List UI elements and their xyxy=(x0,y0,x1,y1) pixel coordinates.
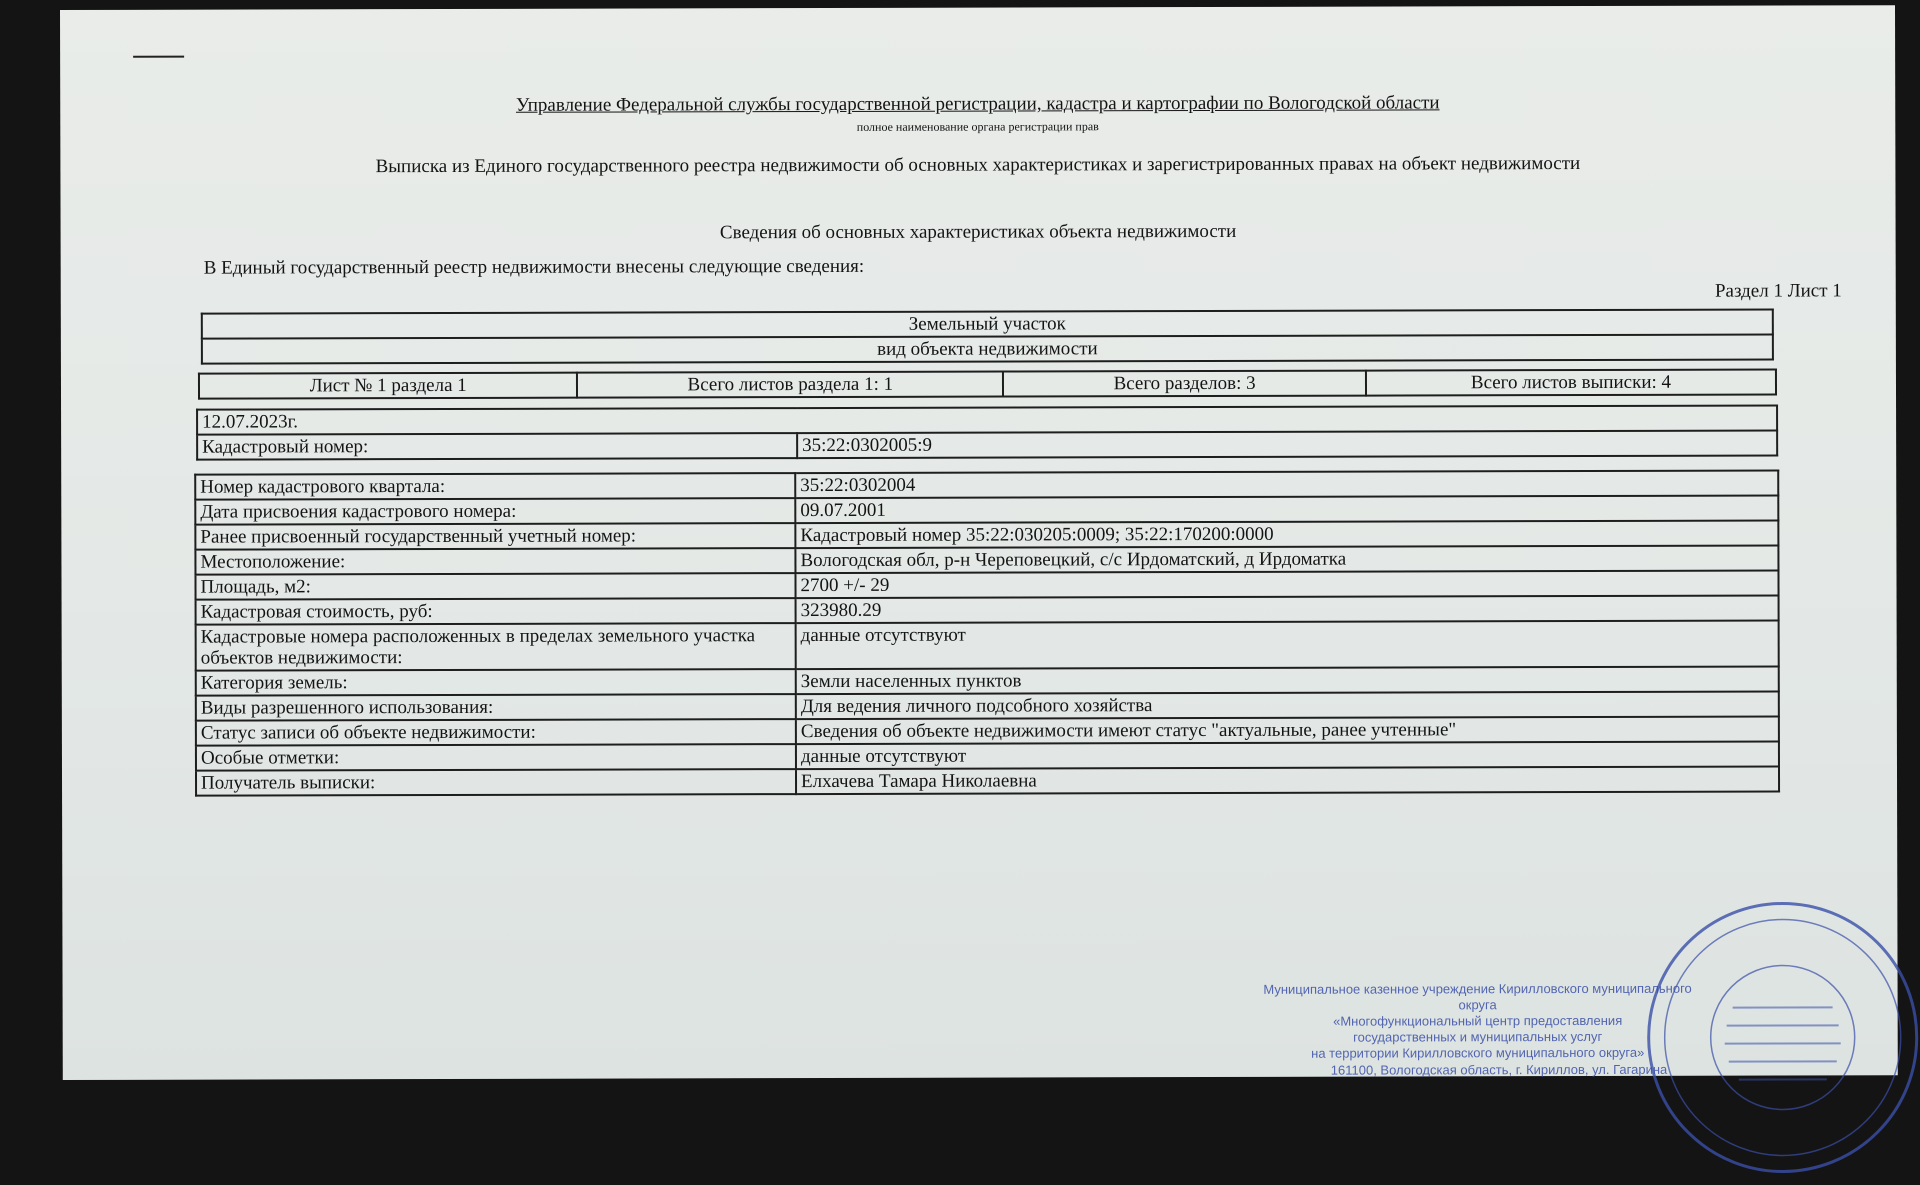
object-type-table xyxy=(201,309,1774,365)
stamp-line: государственных и муниципальных услуг xyxy=(1243,1029,1713,1046)
corner-dash xyxy=(133,56,184,58)
property-value: Сведения об объекте недвижимости имеют статус "актуальные, ранее учтенные" xyxy=(796,717,1779,745)
stamp-line: «Многофункциональный центр предоставления xyxy=(1243,1013,1713,1030)
property-value: 09.07.2001 xyxy=(795,496,1778,524)
property-value: 35:22:0302004 xyxy=(795,471,1778,499)
property-label: Категория земель: xyxy=(196,669,796,696)
agency-name: Управление Федеральной службы государственной регистрации, кадастра и картографии по Вологодской области xyxy=(60,91,1895,118)
object-type-caption: вид объекта недвижимости xyxy=(202,335,1773,364)
property-label: Местоположение: xyxy=(195,548,795,575)
extract-title: Выписка из Единого государственного реестра недвижимости об основных характеристиках и зарегистрированных правах на объект недвижимости xyxy=(60,152,1895,179)
round-seal-icon xyxy=(1640,895,1920,1181)
cadastral-number-value: 35:22:0302005:9 xyxy=(797,431,1777,459)
property-label: Получатель выписки: xyxy=(196,769,796,796)
properties-table xyxy=(194,470,1780,797)
property-value: данные отсутствуют xyxy=(796,742,1779,770)
section-heading: Сведения об основных характеристиках объекта недвижимости xyxy=(61,219,1896,246)
property-label: Номер кадастрового квартала: xyxy=(195,473,795,500)
property-value: Кадастровый номер 35:22:030205:0009; 35:22:170200:0000 xyxy=(795,521,1778,549)
table-row xyxy=(196,767,1779,796)
property-value: Вологодская обл, р-н Череповецкий, с/с Ирдоматский, д Ирдоматка xyxy=(795,546,1778,574)
property-label: Особые отметки: xyxy=(196,744,796,771)
stamp-line: на территории Кирилловского муниципального округа» xyxy=(1243,1045,1713,1062)
property-label: Виды разрешенного использования: xyxy=(196,694,796,721)
page-reference: Раздел 1 Лист 1 xyxy=(1715,280,1842,302)
property-value: 323980.29 xyxy=(796,596,1779,624)
cadastral-number-label: Кадастровый номер: xyxy=(197,433,797,460)
document-sheet xyxy=(60,5,1898,1080)
object-type-value: Земельный участок xyxy=(202,310,1773,339)
property-value: данные отсутствуют xyxy=(796,621,1779,670)
issuer-address: 161100, Вологодская область, г. Кириллов, ул. Гагарина xyxy=(1331,1062,1667,1078)
property-label: Кадастровые номера расположенных в пределах земельного участка объектов недвижимости: xyxy=(196,623,796,671)
total-sections: Всего разделов: 3 xyxy=(1003,371,1366,397)
property-value: Для ведения личного подсобного хозяйства xyxy=(796,692,1779,720)
property-label: Дата присвоения кадастрового номера: xyxy=(195,498,795,525)
intro-text: В Единый государственный реестр недвижимости внесены следующие сведения: xyxy=(204,256,865,280)
property-label: Площадь, м2: xyxy=(195,573,795,600)
property-label: Ранее присвоенный государственный учетный номер: xyxy=(195,523,795,550)
total-sheets-section: Всего листов раздела 1: 1 xyxy=(577,372,1003,398)
agency-note: полное наименование органа регистрации прав xyxy=(60,117,1895,137)
property-value: 2700 +/- 29 xyxy=(795,571,1778,599)
property-label: Статус записи об объекте недвижимости: xyxy=(196,719,796,746)
sheet-number: Лист № 1 раздела 1 xyxy=(199,373,578,399)
property-value: Земли населенных пунктов xyxy=(796,667,1779,695)
table-row xyxy=(196,621,1779,671)
property-value: Елхачева Тамара Николаевна xyxy=(796,767,1779,795)
record-table xyxy=(196,405,1778,461)
sheets-table xyxy=(198,369,1777,400)
total-sheets-extract: Всего листов выписки: 4 xyxy=(1366,370,1776,396)
record-date: 12.07.2023г. xyxy=(197,406,1777,435)
stamp-line: Муниципальное казенное учреждение Кирилловского муниципального округа xyxy=(1243,981,1713,1014)
property-label: Кадастровая стоимость, руб: xyxy=(196,598,796,625)
